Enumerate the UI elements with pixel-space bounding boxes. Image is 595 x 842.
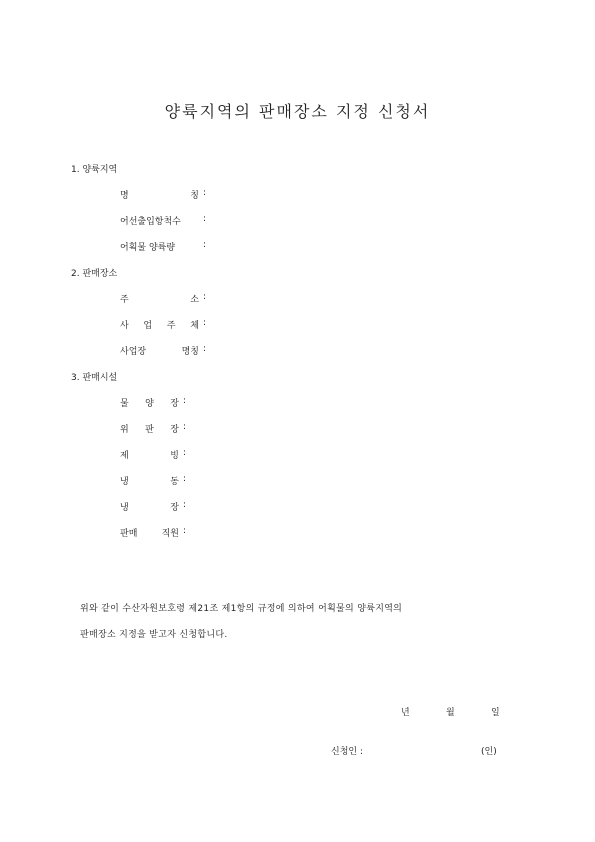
field-label-address-2: 소 bbox=[190, 295, 199, 305]
field-colon: : bbox=[182, 474, 186, 484]
field-label-char: 체 bbox=[190, 321, 199, 331]
field-label-char: 냉 bbox=[120, 477, 129, 487]
date-month: 월 bbox=[446, 708, 455, 718]
field-label-part: 명칭 bbox=[181, 347, 199, 357]
field-label-char: 사 bbox=[120, 321, 129, 331]
field-freezing bbox=[120, 474, 186, 487]
field-vessel-count bbox=[120, 214, 206, 227]
field-colon: : bbox=[202, 318, 206, 328]
field-business-entity bbox=[120, 318, 206, 331]
field-business-name bbox=[120, 344, 206, 357]
section-heading-sales-place: 2. 판매장소 bbox=[71, 269, 118, 279]
field-refrigeration bbox=[120, 500, 186, 513]
field-catch-landing-volume bbox=[120, 240, 206, 253]
date-year: 년 bbox=[401, 708, 410, 718]
field-label-char: 장 bbox=[170, 503, 179, 513]
document-title: 양륙지역의 판매장소 지정 신청서 bbox=[164, 102, 431, 121]
field-colon: : bbox=[182, 526, 186, 536]
field-ice-making bbox=[120, 448, 186, 461]
field-colon: : bbox=[182, 396, 186, 406]
field-label: 어획물 양륙량 bbox=[120, 243, 176, 253]
field-label-char: 위 bbox=[120, 425, 129, 435]
field-label-char: 주 bbox=[166, 321, 176, 331]
field-label: 어선출입항척수 bbox=[120, 217, 181, 227]
field-label-address-1: 주 bbox=[120, 295, 129, 305]
field-colon: : bbox=[202, 214, 206, 224]
field-label-part: 사업장 bbox=[120, 347, 147, 357]
field-label-char: 냉 bbox=[120, 503, 129, 513]
field-label-char: 빙 bbox=[170, 451, 179, 461]
section-heading-landing-area: 1. 양륙지역 bbox=[71, 165, 118, 175]
field-colon: : bbox=[182, 448, 186, 458]
field-label-char: 양 bbox=[145, 399, 154, 409]
field-label-char: 동 bbox=[170, 477, 179, 487]
field-label-char: 물 bbox=[120, 399, 129, 409]
field-label-name-2: 칭 bbox=[190, 191, 199, 201]
field-label-part: 판매 bbox=[120, 529, 138, 539]
seal-mark: (인) bbox=[481, 747, 497, 757]
field-auction-house bbox=[120, 422, 186, 435]
statement-line-2: 판매장소 지정을 받고자 신청합니다. bbox=[80, 630, 228, 640]
field-colon: : bbox=[202, 292, 206, 302]
field-label-char: 장 bbox=[170, 399, 179, 409]
field-colon: : bbox=[202, 344, 206, 354]
field-sales-staff bbox=[120, 526, 186, 539]
statement-line-1: 위와 같이 수산자원보호령 제21조 제1항의 규정에 의하여 어획물의 양륙지역의 bbox=[80, 604, 403, 614]
field-label-char: 업 bbox=[143, 321, 153, 331]
field-colon: : bbox=[182, 500, 186, 510]
field-label-name-1: 명 bbox=[120, 191, 129, 201]
field-colon: : bbox=[202, 188, 206, 198]
field-label-char: 장 bbox=[170, 425, 179, 435]
field-label-part: 직원 bbox=[161, 529, 179, 539]
field-name bbox=[120, 188, 206, 201]
applicant-label: 신청인 : bbox=[331, 747, 363, 757]
field-label-char: 제 bbox=[120, 451, 129, 461]
field-colon: : bbox=[202, 240, 206, 250]
field-label-char: 판 bbox=[145, 425, 154, 435]
field-address bbox=[120, 292, 206, 305]
field-colon: : bbox=[182, 422, 186, 432]
date-day: 일 bbox=[491, 708, 500, 718]
field-unloading-wharf bbox=[120, 396, 186, 409]
section-heading-sales-facilities: 3. 판매시설 bbox=[71, 373, 118, 383]
